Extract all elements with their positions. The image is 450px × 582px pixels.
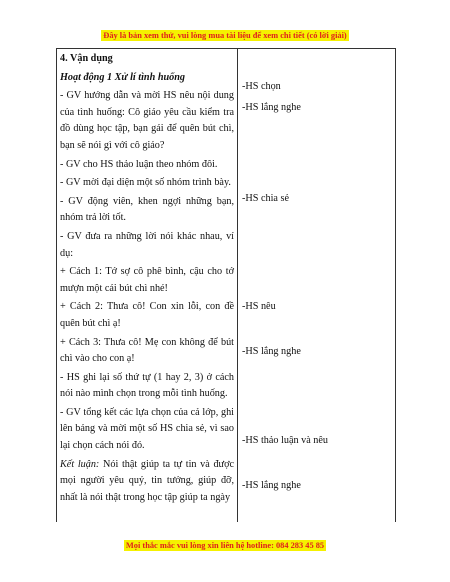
teacher-step: - GV động viên, khen ngợi những bạn, nhóm trả lời tốt. xyxy=(60,195,234,224)
student-activities-column xyxy=(238,49,395,522)
option-1: + Cách 1: Tớ sợ cô phê bình, cậu cho tớ mượn một cái bút chì nhé! xyxy=(60,266,234,294)
student-response: -HS lắng nghe xyxy=(242,346,301,357)
option-3: + Cách 3: Thưa cô! Mẹ con không để bút chì vào cho con ạ! xyxy=(60,336,234,365)
teacher-step: - GV mời đại diện một số nhóm trình bày. xyxy=(60,177,231,189)
student-response: -HS chia sẻ xyxy=(242,193,289,204)
teacher-step: - GV hướng dẫn và mời HS nêu nội dung của tình huống: Cô giáo yêu cầu kiểm tra đồ dùng học tập, bạn gái để quên bút chì, bạn sẽ nói gì với cô giáo? xyxy=(60,90,234,151)
student-response: -HS lắng nghe xyxy=(242,480,301,491)
teacher-activities-column xyxy=(57,49,238,522)
hotline-text: Mọi thắc mắc vui lòng xin liên hệ hotline: 084 283 45 85 xyxy=(125,541,325,550)
teacher-step: - GV cho HS thảo luận theo nhóm đôi. xyxy=(60,158,218,170)
teacher-step: - GV đưa ra những lời nói khác nhau, ví dụ: xyxy=(60,230,234,259)
option-2: + Cách 2: Thưa cô! Con xin lỗi, con đề quên bút chì ạ! xyxy=(60,301,234,329)
activity-title: Hoạt động 1 Xử lí tình huống xyxy=(60,71,186,83)
conclusion-text: Nói thật giúp ta tự tin và được mọi người yêu quý, tin tưởng, giúp đỡ, nhất là nói thật trong học tập giúp ta ngày xyxy=(60,458,234,503)
student-response: -HS chọn xyxy=(242,81,281,92)
student-response: -HS thảo luận và nêu xyxy=(242,435,329,446)
conclusion xyxy=(60,457,234,507)
student-response: -HS nêu xyxy=(242,301,276,312)
student-response: -HS lắng nghe xyxy=(242,102,301,113)
lesson-table xyxy=(56,48,396,522)
section-title: 4. Vận dụng xyxy=(60,53,113,64)
teacher-step: - GV tổng kết các lựa chọn của cả lớp, ghi lên bảng và mời một số HS chia sẻ, vì sao lại chọn cách nói đó. xyxy=(60,406,234,452)
conclusion-label: Kết luận: xyxy=(60,458,100,470)
preview-notice-text: Đây là bản xem thử, vui lòng mua tài liệu để xem chi tiết (có lời giải) xyxy=(103,31,347,40)
teacher-step: - HS ghi lại số thứ tự (1 hay 2, 3) ở cách nói nào mình chọn trong mỗi tình huống. xyxy=(60,371,234,400)
preview-notice-banner xyxy=(0,25,450,43)
hotline-banner xyxy=(0,535,450,553)
